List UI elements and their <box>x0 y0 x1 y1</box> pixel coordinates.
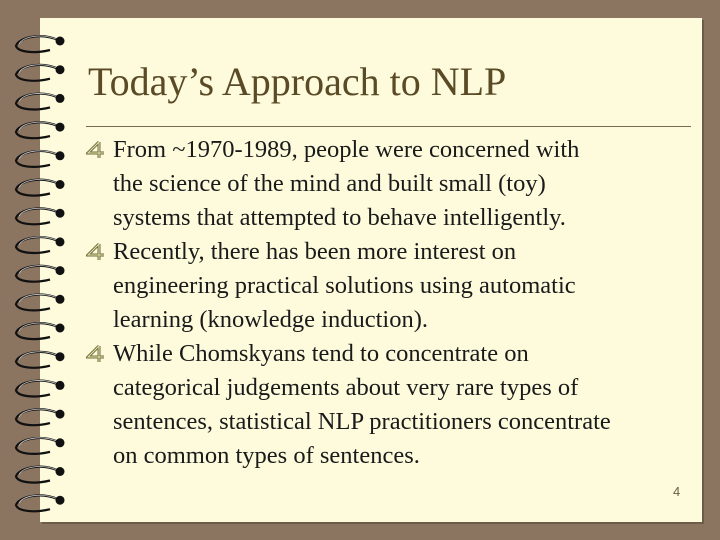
title-divider <box>86 126 691 127</box>
binding-hole <box>56 151 65 160</box>
binding-hole <box>56 65 65 74</box>
page-number: 4 <box>673 484 681 499</box>
binding-ring <box>16 381 58 397</box>
binding-hole <box>56 410 65 419</box>
bullet-item <box>86 133 691 235</box>
binding-ring <box>16 94 58 110</box>
binding-ring <box>16 266 58 282</box>
binding-ring <box>16 409 58 425</box>
binding-hole <box>56 266 65 275</box>
binding-hole <box>56 295 65 304</box>
binding-ring <box>16 438 58 454</box>
bullet-text: From ~1970-1989, people were concerned with the science of the mind and built small (toy) systems that attempted to behave intelligently. <box>113 136 580 231</box>
bullet-text: While Chomskyans tend to concentrate on categorical judgements about very rare types of sentences, statistical NLP practitioners concentrate on common types of sentences. <box>113 340 611 469</box>
number-four-bullet-icon <box>86 242 106 262</box>
bullet-item <box>86 337 691 473</box>
binding-ring <box>16 295 58 311</box>
bullet-text: Recently, there has been more interest on engineering practical solutions using automatic learning (knowledge induction). <box>113 238 576 333</box>
binding-ring <box>16 467 58 483</box>
binding-ring <box>16 65 58 81</box>
binding-hole <box>56 180 65 189</box>
binding-hole <box>56 467 65 476</box>
spiral-binding-icon <box>0 0 80 540</box>
slide-title: Today’s Approach to NLP <box>88 59 507 104</box>
binding-hole <box>56 123 65 132</box>
binding-ring <box>16 495 58 511</box>
binding-ring <box>16 208 58 224</box>
binding-ring <box>16 36 58 52</box>
binding-ring <box>16 323 58 339</box>
binding-hole <box>56 438 65 447</box>
binding-hole <box>56 209 65 218</box>
binding-hole <box>56 94 65 103</box>
bullet-item <box>86 235 691 337</box>
binding-ring <box>16 237 58 253</box>
binding-hole <box>56 37 65 46</box>
bullet-list <box>86 133 691 473</box>
binding-hole <box>56 381 65 390</box>
binding-hole <box>56 496 65 505</box>
binding-ring <box>16 180 58 196</box>
binding-ring <box>16 352 58 368</box>
binding-hole <box>56 324 65 333</box>
binding-hole <box>56 237 65 246</box>
number-four-bullet-icon <box>86 344 106 364</box>
binding-hole <box>56 352 65 361</box>
binding-ring <box>16 122 58 138</box>
number-four-bullet-icon <box>86 140 106 160</box>
binding-ring <box>16 151 58 167</box>
